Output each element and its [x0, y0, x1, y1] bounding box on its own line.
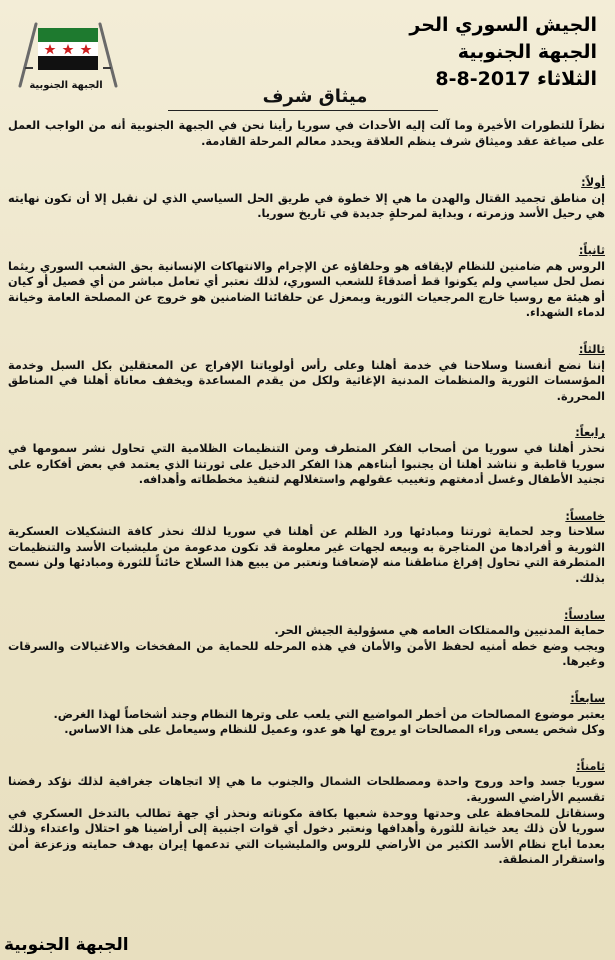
header-organization: الجيش السوري الحر — [409, 14, 597, 36]
section-3 — [8, 342, 605, 404]
section-heading: ثانياً: — [578, 243, 605, 257]
section-heading: خامساً: — [565, 509, 605, 523]
section-paragraph: يعتبر موضوع المصالحات من أخطر المواضيع التي يلعب على وترها النظام وجند أشخاصاً لهذا الغرض. — [53, 707, 605, 721]
section-7 — [8, 691, 605, 738]
emblem-label: الجبهة الجنوبية — [29, 80, 103, 91]
section-6 — [8, 608, 605, 670]
section-paragraph: وسنقاتل للمحافظة على وحدتها ووحدة شعبها بكافة مكوناته ونحذر أي جهة تطالب بالتدخل العسكري في سوريا لأن ذلك يعد خيانة للثورة وأهدافها ونعتبر دخول أي قوات اجنبية إلى أراضينا هو احتلال واعتداء وذلك بعدما أباح نظام الأسد الكثير من الأراضي للروس والمليشيات التي تدعمها إيران بهدف حمايته وزعزعة أمن واستقرار المنطقة. — [8, 806, 605, 867]
section-paragraph: حماية المدنيين والممتلكات العامه هي مسؤولية الجيش الحر. — [274, 624, 605, 638]
footer-signature: الجبهة الجنوبية — [4, 935, 129, 955]
section-heading: ثامناً: — [576, 759, 605, 773]
section-paragraph: الروس هم ضامنين للنظام لإيقافه هو وحلفاؤه عن الإجرام والانتهاكات الإنسانية بحق الشعب السوري ريثما نصل لحل سياسي ولم يكونوا قط أصدقاءً للشعب السوري، لذلك نعتبر أي تعامل مباشر من أي فصيل أو كيان أو هيئة مع روسيا خارج المرجعيات الثورية وبمعزل عن حلفائنا الضامنين هو خروج عن المصلحة العامة وخيانة لدماء الشهداء. — [8, 259, 605, 320]
section-8 — [8, 759, 605, 868]
page-title: ميثاق شرف — [262, 86, 368, 107]
section-paragraph: سلاحنا وجد لحماية ثورتنا ومبادئها ورد الظلم عن أهلنا في سوريا لذلك نحذر كافة التشكيلات العسكرية الثورية و أفرادها من المتاجرة به وبيعه لجهات غير معلومة قد تكون مدعومة من مليشيات الأسد والتنظيمات المتطرفة التي تحاول إفراغ مناطقنا منه لإضعافنا ونعتبر من يبيع هذا السلاح خائناً للثورة ومبادئها ولن نسمح بذلك. — [8, 525, 605, 586]
section-paragraph: وكل شخص يسعى وراء المصالحات او يروج لها هو عدو، وعميل للنظام وسيعامل على هذا الاساس. — [64, 723, 605, 737]
section-2 — [8, 243, 605, 321]
letterhead — [317, 12, 597, 93]
section-4 — [8, 425, 605, 487]
header-date: الثلاثاء 2017-8-8 — [435, 68, 597, 90]
section-5 — [8, 509, 605, 587]
section-paragraph: إن مناطق تجميد القتال والهدن ما هي إلا خطوة في طريق الحل السياسي الذي لن نقبل إلا أن تكون نهايته هي رحيل الأسد وزمرته ، وبداية لمرحلةٍ جديدة في تاريخ سوريا. — [8, 191, 605, 221]
section-paragraph: نحذر أهلنا في سوريا من أصحاب الفكر المتطرف ومن التنظيمات الظلامية التي تحاول نشر سمومها في سوريا قاطبة و نناشد أهلنا أن يجنبوا أبناءهم هذا الفكر الدخيل على ثورتنا الذي يعتمد في بعض أفكاره على تجنيد الأطفال وغسل أدمغتهم وتغييب عقولهم واستغلالهم لتنفيذ مخططاته وأهدافه. — [8, 441, 605, 487]
section-paragraph: إننا نضع أنفسنا وسلاحنا في خدمة أهلنا وعلى رأس أولوياتنا الإفراج عن المعتقلين بكل السبل وخدمة المؤسسات الثورية والمنظمات المدنية الإغاثية ولكل من يقدم المساعدة ويخفف معاناة أهلنا في المناطق المحررة. — [8, 358, 605, 403]
section-1 — [8, 175, 605, 222]
charter-body — [8, 118, 605, 930]
title-divider — [168, 110, 438, 111]
section-heading: سابعاً: — [570, 692, 605, 706]
section-paragraph: ويجب وضع خطه أمنيه لحفظ الأمن والأمان في هذه المرحله للحماية من المفخخات والاغتيالات والسرقات وغيرها. — [8, 639, 605, 669]
header-front: الجبهة الجنوبية — [457, 41, 597, 63]
section-heading: رابعاً: — [575, 426, 605, 440]
section-heading: سادساً: — [563, 608, 605, 622]
section-paragraph: سوريا جسد واحد وروح واحدة ومصطلحات الشمال والجنوب ما هي إلا اتجاهات جغرافية لذلك نؤكد رفضنا تقسيم الأراضي السورية. — [8, 775, 605, 804]
section-heading: ثالثاً: — [578, 342, 605, 356]
intro-paragraph: نظراً للتطورات الأخيرة وما آلت إليه الأحداث في سوريا رأينا نحن في الجبهة الجنوبية أنه من الواجب العمل على صياغة عقد وميثاق شرف ينظم العلاقة ويحدد معالم المرحلة القادمة. — [8, 119, 605, 148]
section-heading: أولاً: — [581, 176, 605, 190]
